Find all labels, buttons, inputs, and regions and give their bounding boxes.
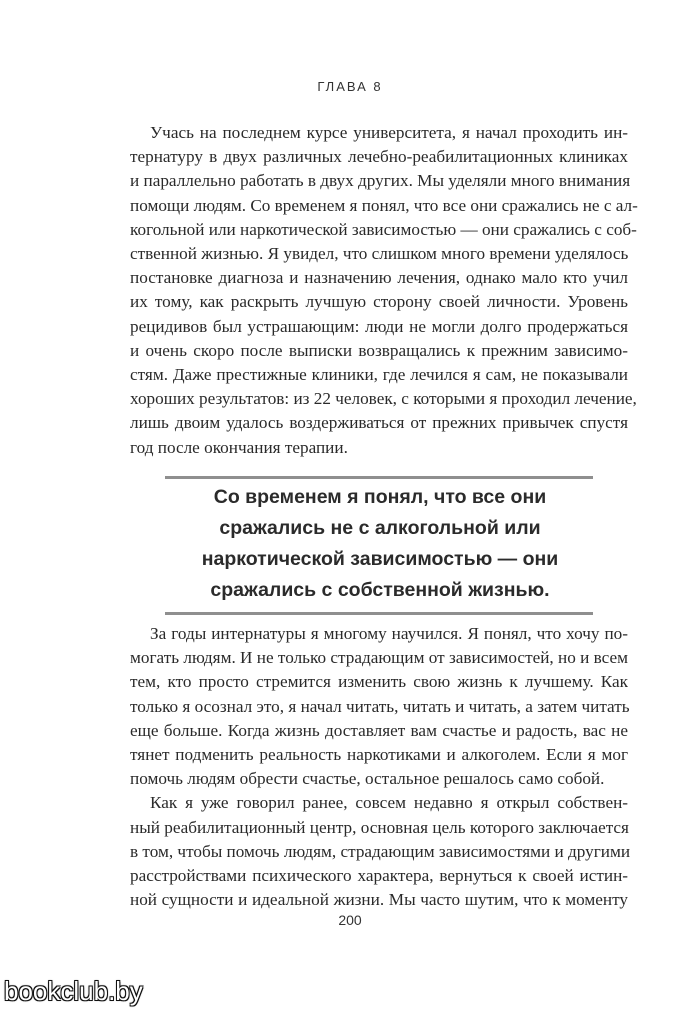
text-line: еще больше. Когда жизнь доставляет вам счастье и радость, вас не (130, 720, 628, 740)
text-line: тянет подменить реальность наркотиками и алкоголем. Если я мог (130, 745, 628, 764)
text-line: ственной жизнью. Я увидел, что слишком много времени уделялось (130, 244, 629, 263)
text-line: расстройствами психического характера, вернуться к своей истин- (130, 866, 628, 885)
text-line: в том, чтобы помочь людям, страдающим зависимостями и другими (130, 841, 631, 861)
text-line: Как я уже говорил ранее, совсем недавно я открыл собствен- (150, 793, 628, 813)
quote-line: сражались с собственной жизнью. (210, 579, 550, 601)
text-line: хороших результатов: из 22 человек, с которыми я проходил лечение, (130, 389, 637, 409)
quote-line: Со временем я понял, что все они (213, 486, 547, 508)
text-line: их тому, как раскрыть лучшую сторону своей личности. Уровень (130, 292, 628, 312)
text-line: лишь двоим удалось воздерживаться от прежних привычек спустя (130, 413, 628, 433)
text-line: рецидивов был устрашающим: люди не могли долго продержаться (130, 316, 628, 336)
text-line: год после окончания терапии. (130, 437, 348, 457)
text-line: и параллельно работать в двух других. Мы уделяли много внимания (130, 171, 631, 191)
quote-line: сражались не с алкогольной или (219, 517, 541, 539)
text-line: помочь людям обрести счастье, остальное решалось само собой. (130, 769, 605, 789)
text-line: помощи людям. Со временем я понял, что все они сражались не с ал- (130, 195, 638, 215)
text-line: ной сущности и идеальной жизни. Мы часто шутим, что к моменту (130, 890, 628, 910)
text-line: когольной или наркотической зависимостью — они сражались с соб- (130, 219, 637, 239)
text-line: постановке диагноза и назначению лечения, однако мало кто учил (130, 268, 628, 288)
text-line: тем, кто просто стремится изменить свою жизнь к лучшему. Как (130, 672, 628, 692)
text-line: стям. Даже престижные клиники, где лечился я сам, не показывали (130, 365, 628, 384)
text-line: могать людям. И не только страдающим от зависимостей, но и всем (130, 648, 628, 668)
quote-rule-top (165, 476, 593, 479)
quote-rule-bottom (165, 612, 593, 615)
text-line: ный реабилитационный центр, основная цель которого заключается (130, 817, 629, 837)
text-line: Учась на последнем курсе университета, я начал проходить ин- (150, 123, 628, 142)
text-line: тернатуру в двух различных лечебно-реабилитационных клиниках (130, 147, 628, 167)
page-number: 200 (338, 912, 362, 928)
watermark-logo: bookclub.by (4, 976, 143, 1006)
text-line: За годы интернатуры я многому научился. Я понял, что хочу по- (150, 624, 628, 643)
quote-line: наркотической зависимостью — они (201, 548, 559, 570)
text-line: и очень скоро после выписки возвращались к прежним зависимо- (130, 340, 628, 360)
chapter-header: ГЛАВА 8 (317, 79, 383, 94)
text-line: только я осознал это, я начал читать, читать и читать, а затем читать (130, 696, 630, 716)
